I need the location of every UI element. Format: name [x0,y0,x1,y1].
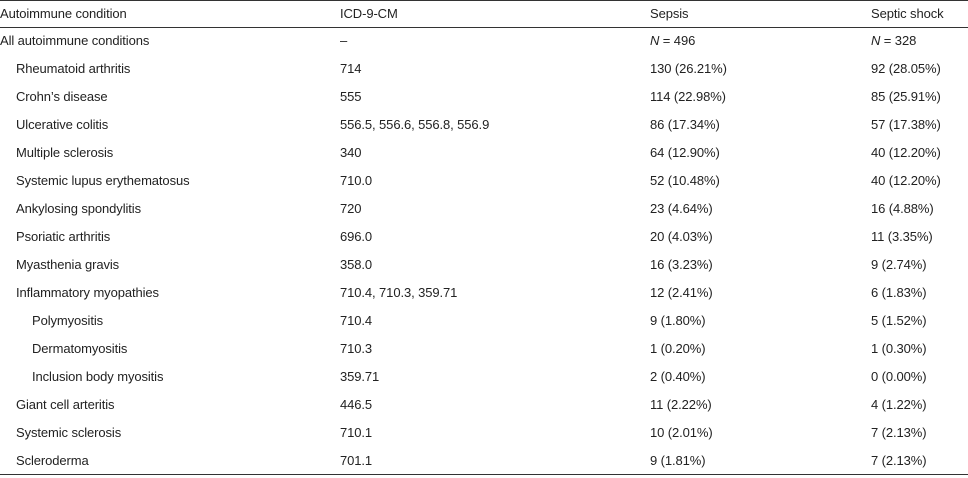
table-row [0,251,968,279]
icd-cell: 340 [340,145,362,160]
sepsis-cell: 1 (0.20%) [650,341,706,356]
condition-cell: Multiple sclerosis [16,145,114,160]
icd-cell: 710.4 [340,313,373,328]
icd-cell: 556.5, 556.6, 556.8, 556.9 [340,117,490,132]
table-row [0,83,968,111]
icd-cell: 710.4, 710.3, 359.71 [340,285,458,300]
sepsis-cell: 9 (1.81%) [650,453,706,468]
sepsis-cell [650,27,695,55]
table-row [0,111,968,139]
table-row [0,335,968,363]
icd-cell: 710.3 [340,341,373,356]
shock-cell: 0 (0.00%) [871,369,927,384]
condition-cell: Inflammatory myopathies [16,285,159,300]
table-row [0,55,968,83]
shock-cell: 85 (25.91%) [871,89,941,104]
sepsis-cell: 12 (2.41%) [650,285,713,300]
table-row [0,27,968,55]
shock-cell: 7 (2.13%) [871,453,927,468]
sepsis-cell: 11 (2.22%) [650,397,712,412]
table-row [0,139,968,167]
shock-cell: 1 (0.30%) [871,341,927,356]
condition-cell: Polymyositis [32,313,104,328]
condition-cell: Inclusion body myositis [32,369,164,384]
sepsis-cell: 23 (4.64%) [650,201,713,216]
table-row [0,391,968,419]
icd-cell: 701.1 [340,453,373,468]
table-header-row [0,0,968,28]
icd-cell: 714 [340,61,362,76]
icd-cell: – [340,33,348,48]
shock-cell: 7 (2.13%) [871,425,927,440]
sepsis-cell: 20 (4.03%) [650,229,713,244]
shock-cell: 57 (17.38%) [871,117,941,132]
condition-cell: Psoriatic arthritis [16,229,111,244]
shock-cell: 11 (3.35%) [871,229,933,244]
sepsis-cell: 86 (17.34%) [650,117,720,132]
icd-cell: 555 [340,89,362,104]
shock-total: = 328 [880,33,917,48]
shock-cell: 9 (2.74%) [871,257,927,272]
shock-cell: 6 (1.83%) [871,285,927,300]
sepsis-cell: 16 (3.23%) [650,257,713,272]
table-row [0,307,968,335]
condition-cell: All autoimmune conditions [0,33,150,48]
table-row [0,363,968,391]
sepsis-cell: 52 (10.48%) [650,173,720,188]
sepsis-cell: 10 (2.01%) [650,425,713,440]
header-sepsis: Sepsis [650,6,689,21]
shock-cell: 40 (12.20%) [871,145,941,160]
sepsis-cell: 130 (26.21%) [650,61,727,76]
condition-cell: Rheumatoid arthritis [16,61,131,76]
table-row [0,419,968,447]
shock-cell: 16 (4.88%) [871,201,934,216]
icd-cell: 710.1 [340,425,373,440]
table-row [0,279,968,307]
condition-cell: Ankylosing spondylitis [16,201,141,216]
table-row [0,447,968,475]
header-condition: Autoimmune condition [0,6,127,21]
icd-cell: 358.0 [340,257,373,272]
sepsis-total: = 496 [659,33,696,48]
condition-cell: Dermatomyositis [32,341,128,356]
table-row [0,195,968,223]
header-septic-shock: Septic shock [871,6,944,21]
sepsis-cell: 9 (1.80%) [650,313,706,328]
condition-cell: Myasthenia gravis [16,257,120,272]
icd-cell: 696.0 [340,229,373,244]
shock-cell: 4 (1.22%) [871,397,927,412]
shock-cell: 92 (28.05%) [871,61,941,76]
condition-cell: Giant cell arteritis [16,397,115,412]
n-symbol: N [650,33,660,48]
shock-cell [871,27,916,55]
condition-cell: Scleroderma [16,453,89,468]
condition-cell: Ulcerative colitis [16,117,109,132]
sepsis-cell: 2 (0.40%) [650,369,706,384]
header-icd: ICD-9-CM [340,6,398,21]
sepsis-cell: 64 (12.90%) [650,145,720,160]
table-row [0,223,968,251]
icd-cell: 710.0 [340,173,373,188]
sepsis-cell: 114 (22.98%) [650,89,726,104]
icd-cell: 359.71 [340,369,380,384]
condition-cell: Crohn’s disease [16,89,108,104]
condition-cell: Systemic lupus erythematosus [16,173,190,188]
table-row [0,167,968,195]
shock-cell: 5 (1.52%) [871,313,927,328]
condition-cell: Systemic sclerosis [16,425,122,440]
icd-cell: 446.5 [340,397,373,412]
n-symbol: N [871,33,881,48]
icd-cell: 720 [340,201,362,216]
shock-cell: 40 (12.20%) [871,173,941,188]
